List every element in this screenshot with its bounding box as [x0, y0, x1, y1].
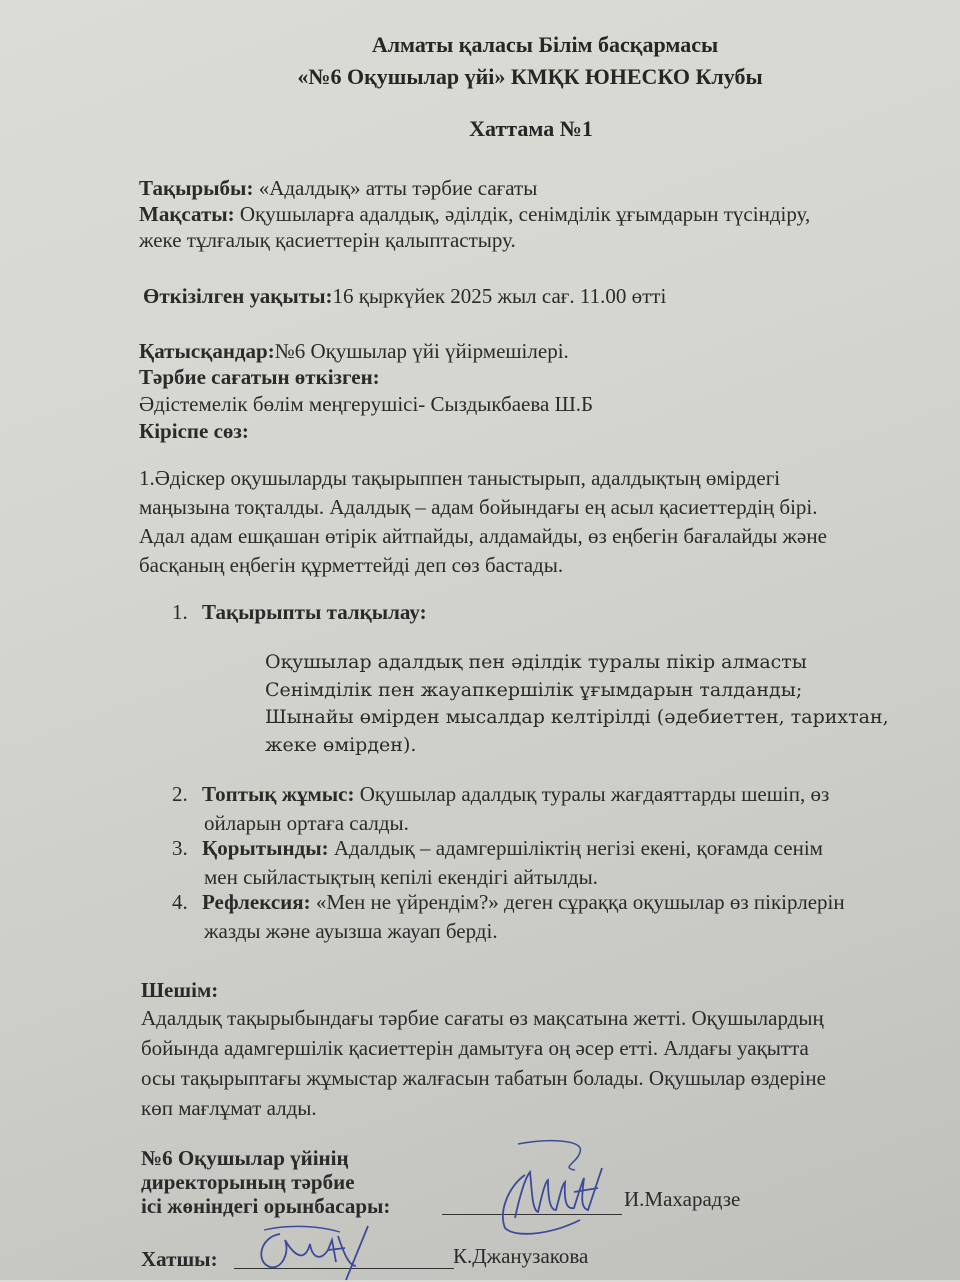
sub-line: Оқушылар адалдық пен әділдік туралы пікір алмасты — [265, 651, 807, 673]
time-label: Өткізілген уақыты: — [143, 284, 333, 308]
conducted-value: Әдістемелік бөлім меңгерушісі- Сыздыкбаева Ш.Б — [139, 392, 594, 416]
item-label: Тақырыпты талқылау: — [202, 600, 427, 624]
participants-label: Қатысқандар: — [139, 339, 275, 363]
item-label: Топтық жұмыс: — [202, 782, 355, 806]
time-value: 16 қыркүйек 2025 жыл сағ. 11.00 өтті — [332, 284, 667, 308]
item-label: Қорытынды: — [202, 836, 329, 860]
decision-line: бойында адамгершілік қасиеттерін дамытуға оң әсер етті. Алдағы уақытта — [141, 1036, 809, 1060]
time-row — [143, 283, 666, 309]
goal-value: Оқушыларға адалдық, әділдік, сенімділік ұғымдарын түсіндіру, — [234, 202, 811, 226]
participants-value: №6 Оқушылар үйі үйірмешілері. — [274, 339, 569, 363]
item-number: 3. — [172, 836, 188, 860]
item-number: 4. — [172, 890, 188, 914]
intro-label: Кіріспе сөз: — [139, 419, 249, 443]
intro-line: басқаның еңбегін құрметтейді деп сөз бастады. — [139, 553, 564, 577]
secretary-signature-icon — [250, 1222, 380, 1282]
decision-label: Шешім: — [141, 978, 219, 1002]
sub-line: жеке өмірден). — [265, 733, 417, 756]
participants-row — [139, 338, 569, 364]
topic-row — [139, 175, 537, 201]
item-label: Рефлексия: — [202, 890, 311, 914]
sub-line: Шынайы өмірден мысалдар келтірілді (әдебиеттен, тарихтан, — [265, 706, 889, 728]
item-text: Оқушылар адалдық туралы жағдаяттарды шешіп, өз — [354, 782, 830, 806]
discussion-sublist — [265, 649, 889, 759]
goal-label: Мақсаты: — [139, 202, 235, 226]
decision-line: Адалдық тақырыбындағы тәрбие сағаты өз мақсатына жетті. Оқушылардың — [141, 1006, 824, 1030]
decision-line: көп мағлұмат алды. — [141, 1096, 317, 1120]
item-number: 1. — [172, 600, 188, 624]
goal-row — [139, 201, 810, 227]
intro-paragraph — [139, 464, 827, 580]
document-title: Хаттама №1 — [469, 116, 593, 141]
item-number: 2. — [172, 782, 188, 806]
item-text-cont: ойларын ортаға салды. — [204, 811, 409, 835]
conducted-label: Тәрбие сағатын өткізген: — [139, 365, 380, 389]
topic-label: Тақырыбы: — [139, 176, 254, 200]
list-item-discussion — [172, 599, 427, 625]
decision-line: осы тақырыптағы жұмыстар жалғасын табатын болады. Оқушылар өздеріне — [141, 1066, 826, 1090]
list-item-group-work — [172, 780, 829, 838]
deputy-signature-icon — [470, 1140, 650, 1240]
goal-value-cont: жеке тұлғалық қасиеттерін қалыптастыру. — [139, 228, 516, 252]
deputy-title: №6 Оқушылар үйінің директорының тәрбие ісі жөніндегі орынбасары: — [141, 1146, 391, 1218]
sub-line: Сенімділік пен жауапкершілік ұғымдарын талданды; — [265, 678, 803, 701]
item-text-cont: жазды және ауызша жауап берді. — [204, 919, 498, 943]
item-text-cont: мен сыйластықтың кепілі екендігі айтылды. — [204, 865, 598, 889]
deputy-name: И.Махарадзе — [624, 1187, 741, 1211]
list-item-reflection — [172, 888, 845, 946]
list-item-conclusion — [172, 834, 823, 892]
intro-line: маңызына тоқталды. Адалдық – адам бойындағы ең асыл қасиеттердің бірі. — [139, 495, 818, 519]
decision-paragraph — [141, 1003, 826, 1123]
secretary-name: К.Джанузакова — [453, 1244, 589, 1268]
header-club-line: «№6 Оқушылар үйі» КМҚК ЮНЕСКО Клубы — [297, 64, 763, 89]
intro-line: Адал адам ешқашан өтірік айтпайды, алдамайды, өз еңбегін бағалайды және — [139, 524, 827, 548]
secretary-title: Хатшы: — [141, 1247, 218, 1271]
item-text: Адалдық – адамгершіліктің негізі екені, қоғамда сенім — [328, 836, 823, 860]
item-text: «Мен не үйрендім?» деген сұраққа оқушылар өз пікірлерін — [310, 890, 845, 914]
intro-line: 1.Әдіскер оқушыларды тақырыппен таныстырып, адалдықтың өмірдегі — [139, 466, 781, 490]
header-org-line: Алматы қаласы Білім басқармасы — [371, 32, 719, 57]
topic-value: «Адалдық» атты тәрбие сағаты — [253, 176, 538, 200]
